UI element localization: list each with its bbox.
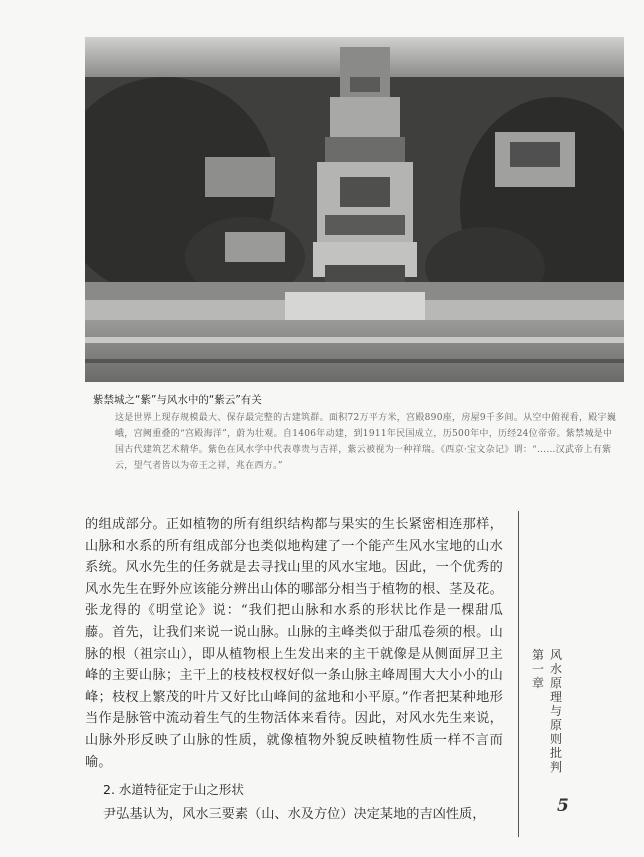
sidebar-chapter-label [530,648,546,690]
forbidden-city-aerial-photo [85,37,624,382]
figure-caption [85,393,620,474]
section-text: 尹弘基认为，风水三要素（山、水及方位）决定某地的吉凶性质， [103,807,486,822]
page-number: 5 [557,796,569,816]
main-text [85,514,503,773]
section-heading: 2. 水道特征定于山之形状 [103,782,244,797]
caption-title: 紫禁城之“紫”与风水中的“紫云”有关 [93,394,262,406]
body-paragraph: 的组成部分。正如植物的所有组织结构都与果实的生长紧密相连那样，山脉和水系的所有组成部分也类似地构建了一个能产生风水宝地的山水系统。风水先生的任务就是去寻找山里的风水宝地。因此，一个优秀的风水先生在野外应该能分辨出山体的哪部分相当于植物的根、茎及花。张龙得的《明堂论》说：“我们把山脉和水系的形状比作是一棵甜瓜藤。首先，让我们来说一说山脉。山脉的主峰类似于甜瓜卷须的根。山脉的根（祖宗山），即从植物根上生发出来的主干就像是从侧面屏卫主峰的主要山脉；主干上的枝枝杈杈好似一条山脉主峰周围大大小小的山峰；枝杈上繁茂的叶片又好比山峰间的盆地和小平原。”作者把某种地形当作是脉管中流动着生气的生物活体来看待。因此，对风水先生来说，山脉外形反映了山脉的性质，就像植物外貌反映植物性质一样不言而喻。 [85,517,503,770]
chapter-sidebar [530,648,570,774]
sidebar-chapter-text: 第一章 [531,648,544,690]
caption-body: 这是世界上现存规模最大、保存最完整的古建筑群。面积72万平方米，宫殿890座，房屋9千多间。从空中俯视看，殿宇巍峨，宫阙重叠的“宫殿海洋”，蔚为壮观。自1406年动建，到1911年民国成立，历500年中，历经24位帝帝。紫禁城是中国古代建筑艺术精华。紫色在风水学中代表尊贵与吉祥，紫云被视为一种祥瑞。《西京·宝文杂记》谓：“……汉武帝上有紫云，望气者皆以为帝王之祥，兆在西方。” [115,413,617,471]
sidebar-divider [518,511,519,837]
sidebar-chapter-title [548,648,564,774]
aerial-photo-graphic [85,37,624,382]
sidebar-title-text: 风水原理与原则批判 [549,648,562,774]
